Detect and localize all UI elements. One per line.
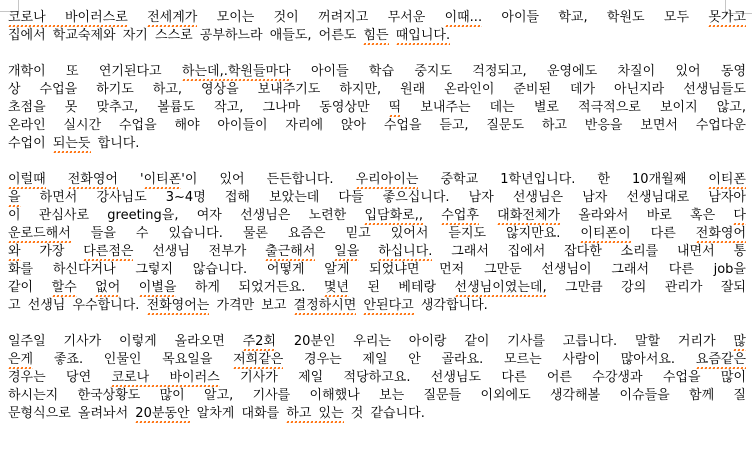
misspelled-word: 20분동안 [135,406,190,421]
misspelled-word: 출근해서 [265,244,316,259]
misspelled-word: 이별을 [138,280,177,295]
text-segment: 하게 되었거든요. [176,280,324,295]
misspelled-word: 을 [8,190,21,205]
text-line [8,261,746,279]
text-segment: 초점을 못 맞추고, 볼륨도 작고, 그나마 동영상만 [8,100,389,115]
text-segment: 문형식으로 올려놔서 [8,406,136,421]
misspelled-word: 이티폰 [708,172,746,187]
text-line [8,405,746,423]
text-line [8,99,746,117]
text-line [8,171,746,189]
misspelled-word: 하십니다. [378,244,433,259]
misspelled-word: 다 [733,208,746,223]
text-segment: 알차게 대화를 [189,406,287,421]
text-segment: 경우는 당연 [8,370,112,385]
text-line [8,297,746,315]
misspelled-word: 이럴때 [8,172,46,187]
paragraph [8,333,746,423]
text-segment: 같이 [8,280,52,295]
text-segment: 선생님 전부가 [133,244,266,259]
misspelled-word: 주2회 [242,334,276,349]
misspelled-word: 선생님이였는데, [454,280,547,295]
misspelled-word: 저희같은 [233,352,284,367]
text-segment: 아이들 학습 중지도 걱정되고, 운영에도 차질이 있어 동영 [290,64,746,79]
misspelled-word: 와 [8,244,21,259]
misspelled-word: 요즘같은 [695,352,746,367]
text-segment: 하면서 강사님도 3~4명 접해 보았는데 다들 좋으십니다. 남자 선생님은 남자 선생님대로 남자아 [20,190,746,205]
misspelled-word: 많 [733,334,746,349]
text-segment: 된 베테랑 [348,280,455,295]
misspelled-word: 못가고 [708,10,746,25]
text-segment [128,10,147,25]
text-segment: 개학이 또 연기된다고 [8,64,182,79]
misspelled-word: 결정하시면 [293,298,357,313]
text-segment: 아이들 학교, 학원도 모두 [482,10,709,25]
text-segment: 수업이 [8,136,53,151]
misspelled-word: 하고 있는 [286,406,344,421]
text-line [8,225,746,243]
text-segment: 모이는 것이 꺼려지고 무서운 [197,10,445,25]
misspelled-word: 다른점은 [83,244,134,259]
text-line [8,27,746,45]
misspelled-word: 이티폰이 [580,226,631,241]
paragraph [8,9,746,45]
text-line [8,135,746,153]
text-segment: 20분인 우리는 아이랑 같이 기사를 고릅니다. 말할 거리가 [275,334,734,349]
text-segment [359,244,378,259]
misspelled-word: 은게 [8,352,34,367]
text-segment: 가격만 보고 [209,298,294,313]
text-segment [315,244,334,259]
misspelled-word: 대화전체가 [497,208,560,223]
misspelled-word: 하는데,.학원들마다 [181,64,291,79]
text-segment: 가장 [20,244,84,259]
text-segment: 온라인 실시간 수업을 해야 아이들이 자리에 앉아 수업을 듣고, 질문도 하고 반응을 보면서 수업다운 [8,118,746,133]
misspelled-word: 할수 [51,280,77,295]
misspelled-word: 일을 [334,244,360,259]
misspelled-word: 전화영어는 [146,298,210,313]
misspelled-word: 전세계가 [147,10,198,25]
text-segment: 화를 하신다거나 그렇지 않습니다. 어떻게 알게 되었냐면 먼저 그만둔 선생님이 그래서 다른 job을 [8,262,746,277]
text-segment [479,208,497,223]
text-segment: 합니다. [90,136,140,151]
text-line [8,243,746,261]
misspelled-word: 전화영어 [695,226,746,241]
text-segment [120,280,138,295]
misspelled-word: 띡 [388,100,402,115]
text-segment [389,28,396,43]
text-segment: 경우는 제일 안 골라요. 모르는 사람이 많아서요. [283,352,696,367]
misspelled-word: 코로나 바이러스로 [8,10,128,25]
text-segment: 것 같습니다. [343,406,425,421]
text-segment: 하시는지 한국상황도 많이 알고, 기사를 이해했나 보는 질문들 이외에도 생각해볼 이슈들을 함께 질 [8,388,746,403]
text-segment: ' [117,172,144,187]
text-segment [46,172,68,187]
text-segment: 올라와서 바로 혹은 [559,208,734,223]
misspelled-word: 힘든 [363,28,389,43]
misspelled-word: 이때... [444,10,483,25]
text-segment: 다른 [630,226,696,241]
text-line [8,117,746,135]
text-line [8,189,746,207]
text-line [8,333,746,351]
misspelled-word: 입담화로,, [364,208,423,223]
text-segment: 기사가 제일 적당하고요. 선생님도 다른 어른 수강생과 수업을 많이 [219,370,746,385]
document-text [8,9,746,423]
text-segment: 들을 수 있습니다. 물론 요즘은 믿고 있어서 듣지도 않지만요. [70,226,581,241]
text-line [8,351,746,369]
text-line [8,81,746,99]
text-segment: 그래서 집에서 잡다한 소리를 내면서 통 [432,244,746,259]
text-segment: 상 수업을 하기도 하고, 영상을 보내주기도 하지만, 원래 온라인이 준비된 데가 아닌지라 선생님들도 [8,82,746,97]
misspelled-word: 되는듯 [52,136,91,151]
text-segment: 보내주는 데는 별로 적극적으로 보이지 않고, [401,100,746,115]
text-line [8,63,746,81]
text-line [8,387,746,405]
text-line [8,9,746,27]
misspelled-word: 수업후 [441,208,479,223]
misspelled-word: 몇년 [323,280,349,295]
text-segment: '이 있어 든든합니다. [181,172,356,187]
text-segment: 고 선생님 우수합니다. [8,298,147,313]
misspelled-word: 운로드해서 [8,226,71,241]
text-line [8,207,746,225]
text-segment [423,208,441,223]
misspelled-word: 이티폰 [143,172,182,187]
paragraph [8,171,746,315]
misspelled-word: 없어 [95,280,121,295]
text-segment: 좋죠. 인물인 목요일을 [33,352,234,367]
text-segment [77,280,95,295]
misspelled-word: 때입니다. [395,28,451,43]
paragraph [8,63,746,153]
text-segment: 일주일 기사가 이렇게 올라오면 [8,334,243,349]
text-segment: 그만큼 강의 관리가 잘되 [546,280,746,295]
text-segment: 집에서 학교숙제와 자기 스스로 공부하느라 애들도, 어른도 [8,28,364,43]
text-segment: 중학교 1학년입니다. 한 10개월째 [418,172,709,187]
misspelled-word: 안된다고 [363,298,414,313]
misspelled-word: 코로나 바이러스 [111,370,220,385]
misspelled-word: 우리아이는 [355,172,419,187]
text-segment: 이 관심사로 greeting을, 여자 선생님은 노련한 [8,208,365,223]
text-segment: 생각합니다. [413,298,488,313]
text-line [8,369,746,387]
text-line [8,279,746,297]
misspelled-word: 전화영어 [67,172,118,187]
